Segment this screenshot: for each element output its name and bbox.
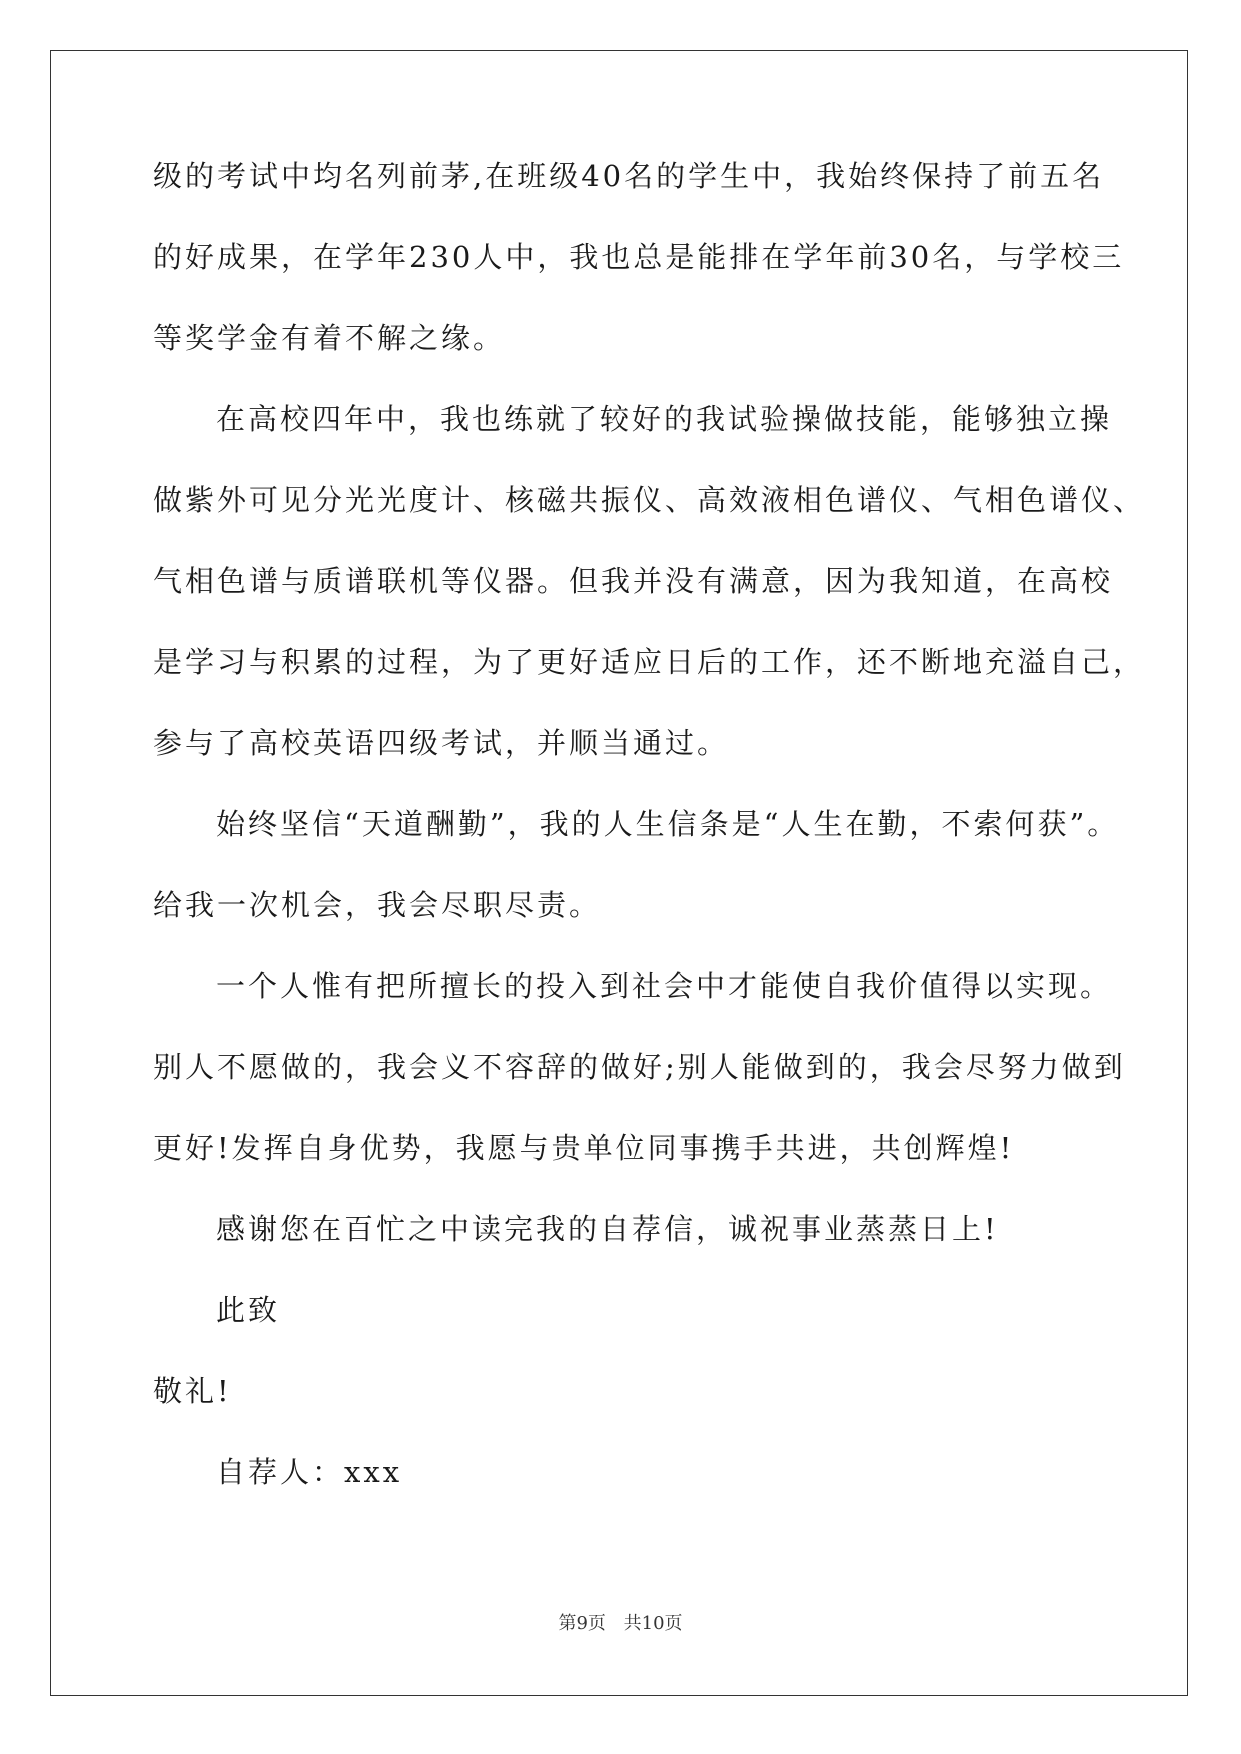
page-total: 共10页 xyxy=(623,1613,683,1634)
letter-body xyxy=(153,159,1146,1539)
signature-line: 自荐人：xxx xyxy=(216,1455,403,1489)
paragraph-start-line: 在高校四年中，我也练就了较好的我试验操做技能，能够独立操 xyxy=(216,402,1113,436)
paragraph-start-line: 一个人惟有把所擅长的投入到社会中才能使自我价值得以实现。 xyxy=(216,969,1113,1003)
salutation-line: 此致 xyxy=(216,1293,281,1327)
closing-thanks-line: 感谢您在百忙之中读完我的自荐信，诚祝事业蒸蒸日上! xyxy=(216,1212,999,1246)
text-line: 级的考试中均名列前茅,在班级40名的学生中，我始终保持了前五名 xyxy=(153,159,1105,193)
text-line: 更好!发挥自身优势，我愿与贵单位同事携手共进，共创辉煌! xyxy=(153,1131,1015,1165)
text-line: 给我一次机会，我会尽职尽责。 xyxy=(153,888,602,922)
regards-line: 敬礼! xyxy=(153,1374,232,1408)
text-line: 参与了高校英语四级考试，并顺当通过。 xyxy=(153,726,730,760)
text-line: 的好成果，在学年230人中，我也总是能排在学年前30名，与学校三 xyxy=(153,240,1125,274)
page-number: 第9页 xyxy=(558,1613,606,1634)
page-footer xyxy=(0,1609,1241,1635)
text-line: 等奖学金有着不解之缘。 xyxy=(153,321,506,355)
text-line: 是学习与积累的过程，为了更好适应日后的工作，还不断地充溢自己， xyxy=(153,645,1146,679)
text-line: 做紫外可见分光光度计、核磁共振仪、高效液相色谱仪、气相色谱仪、 xyxy=(153,483,1146,517)
paragraph-start-line: 始终坚信“天道酬勤”，我的人生信条是“人生在勤，不索何获”。 xyxy=(216,807,1120,841)
text-line: 别人不愿做的，我会义不容辞的做好;别人能做到的，我会尽努力做到 xyxy=(153,1050,1126,1084)
text-line: 气相色谱与质谱联机等仪器。但我并没有满意，因为我知道，在高校 xyxy=(153,564,1114,598)
